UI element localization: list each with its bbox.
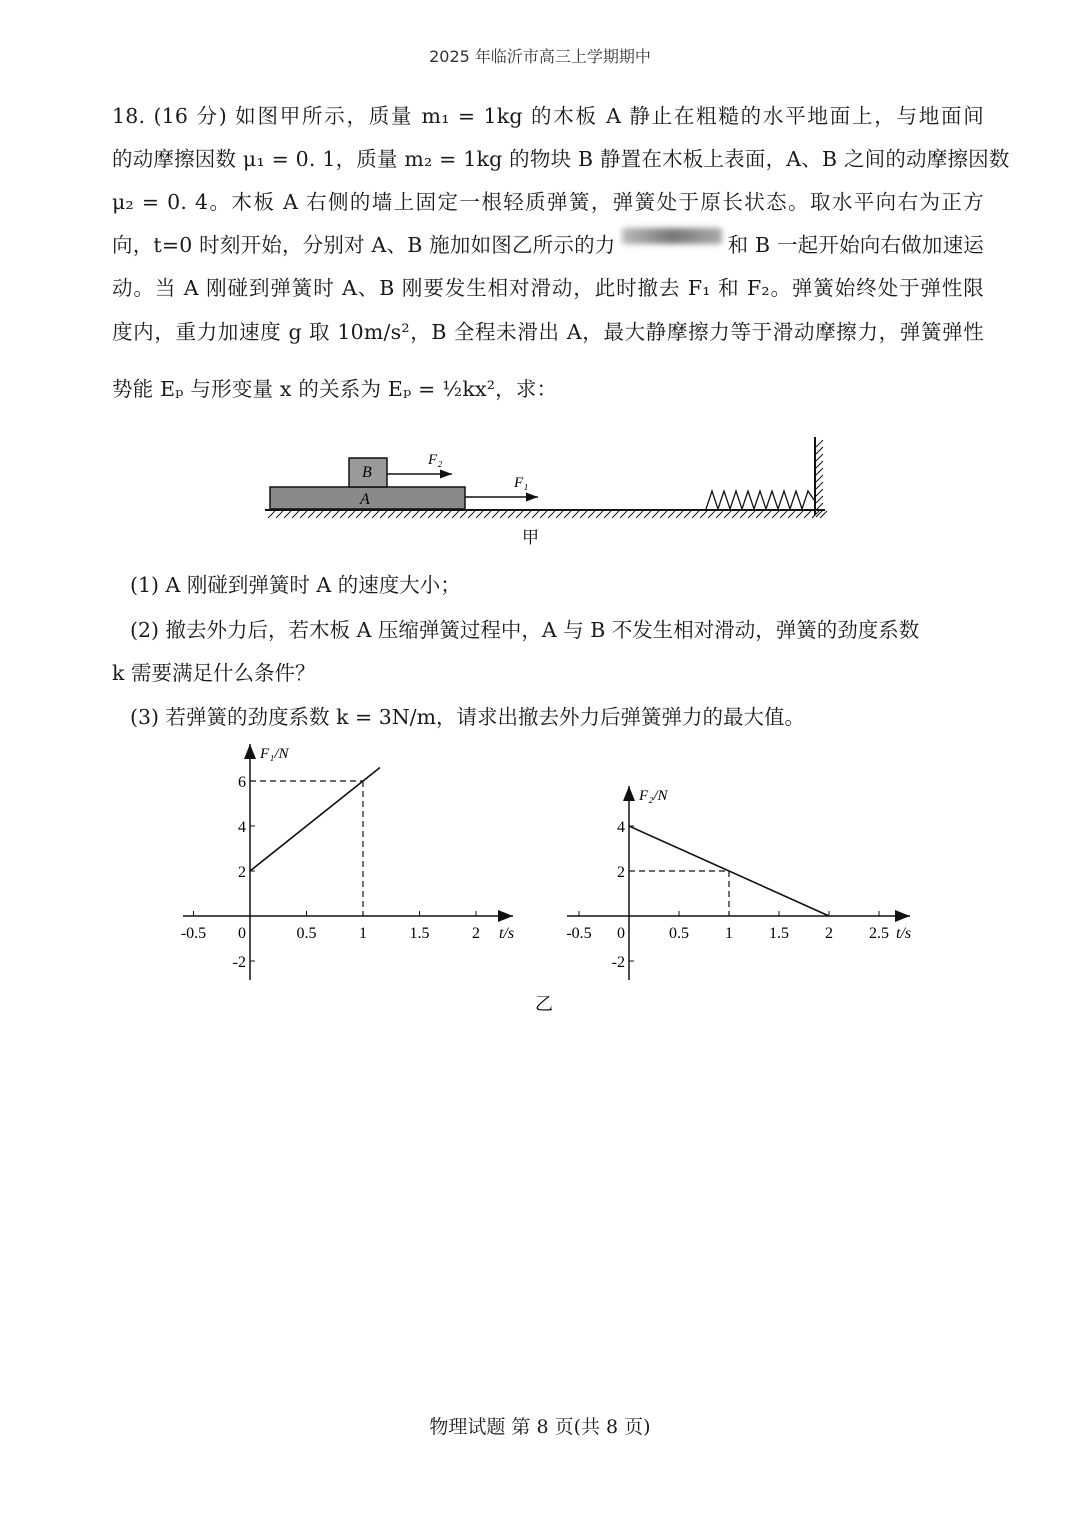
- x-tick-label: 1.5: [409, 925, 430, 942]
- problem-line-part: 和 B 一起开始向右做加速运: [727, 233, 984, 257]
- ground-hatch: [636, 511, 643, 518]
- x-tick-label: -0.5: [566, 925, 592, 942]
- ground-hatch: [596, 511, 603, 518]
- ground-hatch: [412, 511, 419, 518]
- x-tick-label: 0.5: [669, 925, 689, 942]
- ground-hatch: [756, 511, 763, 518]
- figure-caption-yi: 乙: [535, 994, 553, 1014]
- ground-hatch: [700, 511, 707, 518]
- ground-hatch: [628, 511, 635, 518]
- x-axis-label: t/s: [896, 925, 912, 942]
- wall-hatch: [816, 454, 823, 461]
- ground-hatch: [708, 511, 715, 518]
- ground-hatch: [644, 511, 651, 518]
- ground-hatch: [580, 511, 587, 518]
- y-axis-label: F₁/N: [260, 746, 289, 762]
- label-f2: F₂: [428, 452, 443, 468]
- ground-hatch: [476, 511, 483, 518]
- y-tick-label: 4: [617, 819, 625, 836]
- ground-hatch: [548, 511, 555, 518]
- wall-hatch: [816, 440, 823, 447]
- ground-hatch: [588, 511, 595, 518]
- ground-hatch: [436, 511, 443, 518]
- label-b: B: [362, 464, 372, 481]
- ground-hatch: [388, 511, 395, 518]
- wall-hatch: [816, 475, 823, 482]
- x-axis-label: t/s: [499, 925, 515, 942]
- ground-hatch: [540, 511, 547, 518]
- y-axis-label: F₂/N: [639, 788, 668, 804]
- ground-hatch: [804, 511, 811, 518]
- ground-hatch: [780, 511, 787, 518]
- ground-hatch: [460, 511, 467, 518]
- wall-hatch: [816, 482, 823, 489]
- ground-hatch: [484, 511, 491, 518]
- ground-hatch: [692, 511, 699, 518]
- problem-line: 的动摩擦因数 μ₁ = 0. 1，质量 m₂ = 1kg 的物块 B 静置在木板上表面，A、B 之间的动摩擦因数: [112, 147, 1010, 171]
- ground-hatch: [468, 511, 475, 518]
- question-3: (3) 若弹簧的劲度系数 k = 3N/m，请求出撤去外力后弹簧弹力的最大值。: [130, 705, 806, 729]
- ground-hatch: [348, 511, 355, 518]
- wall-hatch: [816, 496, 823, 503]
- problem-line: 18. (16 分) 如图甲所示，质量 m₁ = 1kg 的木板 A 静止在粗糙的水平地面上，与地面间: [112, 104, 984, 128]
- question-2: (2) 撤去外力后，若木板 A 压缩弹簧过程中，A 与 B 不发生相对滑动，弹簧的劲度系数: [130, 618, 920, 642]
- x-tick-label: 0.5: [296, 925, 317, 942]
- series-line: [250, 768, 380, 872]
- ground-hatch: [660, 511, 667, 518]
- y-tick-label: -2: [232, 954, 246, 971]
- ground-hatch: [428, 511, 435, 518]
- ground-hatch: [716, 511, 723, 518]
- question-2-cont: k 需要满足什么条件？: [112, 661, 316, 685]
- label-f1: F₁: [514, 475, 529, 491]
- page-footer: 物理试题 第 8 页(共 8 页): [429, 1416, 651, 1438]
- figure-jia: [0, 0, 1080, 560]
- x-tick-label: 1: [359, 925, 367, 942]
- x-tick-label: 2: [825, 925, 833, 942]
- wall-hatch: [816, 447, 823, 454]
- y-tick-label: 4: [238, 819, 246, 836]
- ground-hatch: [604, 511, 611, 518]
- problem-line: 度内，重力加速度 g 取 10m/s²，B 全程未滑出 A，最大静摩擦力等于滑动摩擦力，弹簧弹性: [112, 320, 984, 344]
- ground-hatch: [340, 511, 347, 518]
- y-tick-label: -2: [611, 954, 625, 971]
- ground-hatch: [316, 511, 323, 518]
- ground-hatch: [300, 511, 307, 518]
- x-tick-label: 0: [238, 925, 246, 942]
- ground-hatch: [612, 511, 619, 518]
- ground-hatch: [564, 511, 571, 518]
- x-tick-label: 1.5: [769, 925, 789, 942]
- ground-hatch: [452, 511, 459, 518]
- x-tick-label: 2.5: [869, 925, 889, 942]
- ground-hatch: [668, 511, 675, 518]
- ground-hatch: [620, 511, 627, 518]
- y-tick-label: 2: [238, 864, 246, 881]
- ground-hatch: [796, 511, 803, 518]
- page-header: 2025 年临沂市高三上学期期中: [429, 47, 651, 66]
- question-1: (1) A 刚碰到弹簧时 A 的速度大小；: [130, 573, 461, 597]
- problem-line: 势能 Eₚ 与形变量 x 的关系为 Eₚ = ½kx²，求：: [112, 377, 558, 401]
- ground-hatch: [572, 511, 579, 518]
- wall-hatch: [816, 489, 823, 496]
- x-tick-label: 2: [472, 925, 480, 942]
- ground-hatch: [724, 511, 731, 518]
- ground-hatch: [372, 511, 379, 518]
- ground-hatch: [332, 511, 339, 518]
- ground-hatch: [516, 511, 523, 518]
- ground-hatch: [284, 511, 291, 518]
- wall-hatch: [816, 468, 823, 475]
- ground-hatch: [508, 511, 515, 518]
- ground-hatch: [740, 511, 747, 518]
- ground-hatch: [268, 511, 275, 518]
- ground-hatch: [524, 511, 531, 518]
- ground-hatch: [764, 511, 771, 518]
- ground-hatch: [732, 511, 739, 518]
- ground-hatch: [532, 511, 539, 518]
- ground-hatch: [420, 511, 427, 518]
- ground-hatch: [380, 511, 387, 518]
- y-tick-label: 2: [617, 864, 625, 881]
- ground-hatch: [556, 511, 563, 518]
- problem-line: 动。当 A 刚碰到弹簧时 A、B 刚要发生相对滑动，此时撤去 F₁ 和 F₂。弹簧始终处于弹性限: [112, 276, 984, 300]
- problem-line-part: 向，t=0 时刻开始，分别对 A、B 施加如图乙所示的力: [112, 233, 616, 257]
- chart-1: [181, 744, 514, 980]
- spring: [706, 491, 814, 509]
- chart-2: [566, 786, 911, 980]
- figure-caption-jia: 甲: [522, 528, 539, 547]
- ground-hatch: [492, 511, 499, 518]
- ground-hatch: [364, 511, 371, 518]
- label-a: A: [360, 491, 370, 508]
- ground-hatch: [276, 511, 283, 518]
- x-tick-label: 0: [617, 925, 625, 942]
- ground-hatch: [788, 511, 795, 518]
- ground-hatch: [684, 511, 691, 518]
- wall-hatch: [816, 503, 823, 510]
- ground-hatch: [396, 511, 403, 518]
- problem-line: μ₂ = 0. 4。木板 A 右侧的墙上固定一根轻质弹簧，弹簧处于原长状态。取水平向右为正方: [112, 190, 984, 214]
- x-tick-label: -0.5: [180, 925, 207, 942]
- ground-hatch: [308, 511, 315, 518]
- x-tick-label: 1: [725, 925, 733, 942]
- ground-hatch: [772, 511, 779, 518]
- ground-hatch: [292, 511, 299, 518]
- ground-hatch: [500, 511, 507, 518]
- ground-hatch: [676, 511, 683, 518]
- y-tick-label: 6: [238, 774, 246, 791]
- ground-hatch: [356, 511, 363, 518]
- wall-hatch: [816, 461, 823, 468]
- ground-hatch: [748, 511, 755, 518]
- ground-hatch: [324, 511, 331, 518]
- figure-yi: [0, 730, 1080, 1030]
- ground-hatch: [652, 511, 659, 518]
- ground-hatch: [444, 511, 451, 518]
- ground-hatch: [404, 511, 411, 518]
